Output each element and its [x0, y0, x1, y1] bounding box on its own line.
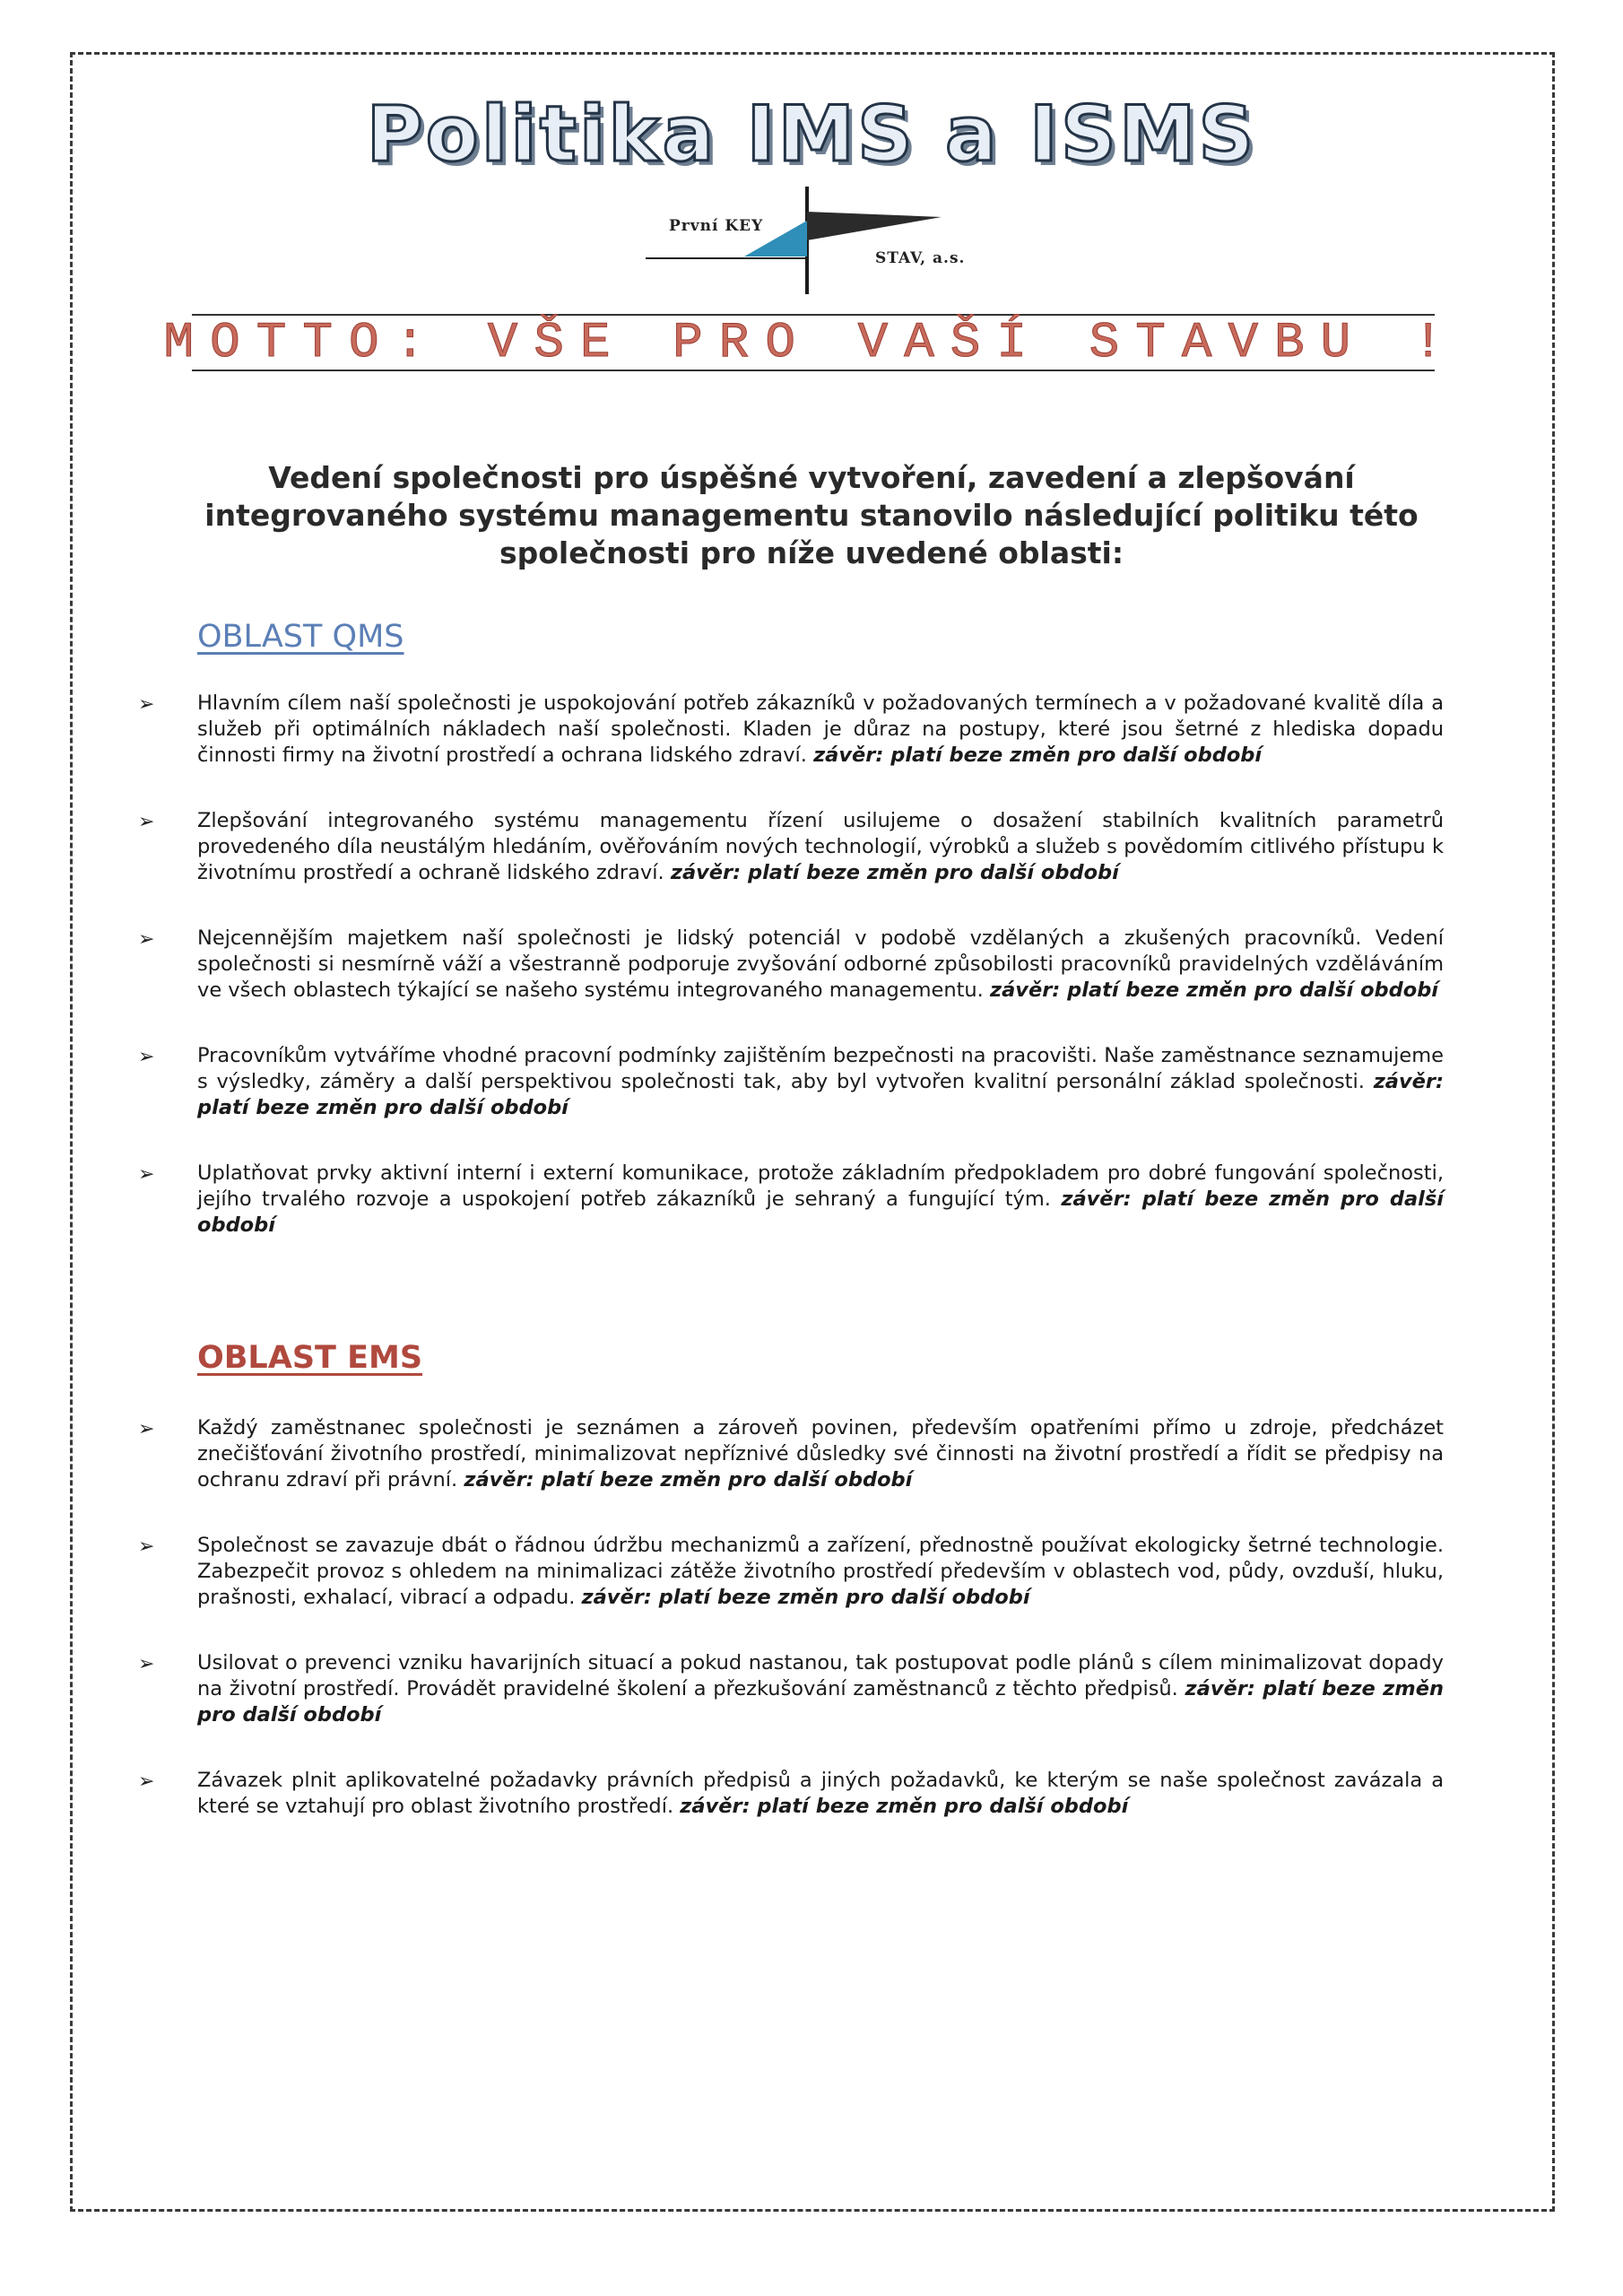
policy-item-conclusion: závěr: platí beze změn pro další období [670, 861, 1119, 884]
arrow-bullet-icon: ➢ [138, 1046, 155, 1068]
policy-item [135, 1768, 1444, 1820]
policy-item-text: Závazek plnit aplikovatelné požadavky právních předpisů a jiných požadavků, ke kterým se naše společnost zavázala a které se vztahují pro oblast životního prostředí. [197, 1769, 1444, 1818]
arrow-bullet-icon: ➢ [138, 1535, 155, 1558]
logo-text-bottom: STAV, a.s. [875, 249, 966, 267]
policy-item [135, 1161, 1444, 1239]
arrow-bullet-icon: ➢ [138, 693, 155, 716]
policy-item-conclusion: závěr: platí beze změn pro další období [464, 1468, 913, 1492]
arrow-bullet-icon: ➢ [138, 811, 155, 833]
policy-item-conclusion: závěr: platí beze změn pro další období [197, 1070, 1445, 1119]
policy-item [135, 926, 1444, 1004]
policy-item-text: Každý zaměstnanec společnosti je seznámen a zároveň povinen, především opatřeními přímo u zdroje, předcházet znečišťování životního prostředí, minimalizovat nepříznivé důsledky své činnosti na životní prostředí a řídit se předpisy na ochranu zdraví při právní. [197, 1416, 1444, 1492]
policy-item-conclusion: závěr: platí beze změn pro další období [990, 978, 1439, 1002]
policy-item-text: Nejcennějším majetkem naší společnosti je lidský potenciál v podobě vzdělaných a zkušených pracovníků. Vedení společnosti si nesmírně váží a všestranně podporuje zvyšování odborné způsobilosti pracovníků pravidelných vzděláváním ve všech oblastech týkající se našeho systému integrovaného managementu. [197, 926, 1444, 1002]
qms-list [135, 691, 1444, 1278]
policy-item [135, 1533, 1444, 1611]
page-title: Politika IMS a ISMS [366, 90, 1257, 179]
section-title-ems: OBLAST EMS [197, 1340, 423, 1376]
policy-item-text: Pracovníkům vytváříme vhodné pracovní podmínky zajištěním bezpečnosti na pracovišti. Naše zaměstnance seznamujeme s výsledky, záměry a další perspektivou společnosti tak, aby byl vytvořen kvalitní personální základ společnosti. [197, 1044, 1444, 1093]
policy-item-conclusion: závěr: platí beze změn pro další období [680, 1795, 1129, 1818]
arrow-bullet-icon: ➢ [138, 928, 155, 951]
motto: MOTTO: VŠE PRO VAŠÍ STAVBU ! [163, 314, 1460, 371]
logo-graphic [646, 187, 968, 294]
policy-item [135, 1043, 1444, 1121]
arrow-bullet-icon: ➢ [138, 1418, 155, 1440]
logo-text-top: První KEY [669, 217, 764, 235]
arrow-bullet-icon: ➢ [138, 1653, 155, 1675]
policy-intro-heading: Vedení společnosti pro úspěšné vytvoření, zavedení a zlepšování integrovaného systému managementu stanovilo následující politiku této společnosti pro níže uvedené oblasti: [204, 460, 1419, 570]
arrow-bullet-icon: ➢ [138, 1770, 155, 1793]
policy-item [135, 1415, 1444, 1493]
policy-item-text: Zlepšování integrovaného systému managementu řízení usilujeme o dosažení stabilních kvalitních parametrů provedeného díla neustálým hledáním, ověřováním nových technologií, výrobků a služeb s povědomím citlivého přístupu k životnímu prostředí a ochraně lidského zdraví. [197, 809, 1444, 884]
ems-list [135, 1415, 1444, 1859]
policy-item [135, 691, 1444, 769]
policy-item-text: Společnost se zavazuje dbát o řádnou údržbu mechanizmů a zařízení, přednostně používat ekologicky šetrné technologie. Zabezpečit provoz s ohledem na minimalizaci zátěže životního prostředí především v oblastech vod, půdy, ovzduší, hluku, prašnosti, exhalací, vibrací a odpadu. [197, 1534, 1444, 1609]
motto-rule-bottom [192, 370, 1435, 371]
arrow-bullet-icon: ➢ [138, 1163, 155, 1186]
policy-item-conclusion: závěr: platí beze změn pro další období [581, 1586, 1030, 1609]
policy-item-text: Uplatňovat prvky aktivní interní i externí komunikace, protože základním předpokladem pro dobré fungování společnosti, jejího trvalého rozvoje a uspokojení potřeb zákazníků je sehraný a fungující tým. [197, 1161, 1444, 1211]
policy-item-text: Hlavním cílem naší společnosti je uspokojování potřeb zákazníků v požadovaných termínech a v požadované kvalitě díla a služeb při optimálních nákladech naší společnosti. Kladen je důraz na postupy, které jsou šetrné z hlediska dopadu činnosti firmy na životní prostředí a ochrana lidského zdraví. [197, 691, 1444, 767]
company-logo [646, 187, 968, 294]
policy-item [135, 808, 1444, 886]
section-title-qms: OBLAST QMS [197, 619, 404, 655]
policy-item-text: Usilovat o prevenci vzniku havarijních situací a pokud nastanou, tak postupovat podle plánů s cílem minimalizovat dopady na životní prostředí. Provádět pravidelné školení a přezkušování zaměstnanců z těchto předpisů. [197, 1651, 1444, 1700]
policy-item [135, 1650, 1444, 1728]
policy-item-conclusion: závěr: platí beze změn pro další období [813, 744, 1263, 767]
policy-item-conclusion: závěr: platí beze změn pro další období [197, 1677, 1444, 1726]
policy-item-conclusion: závěr: platí beze změn pro další období [197, 1187, 1444, 1237]
